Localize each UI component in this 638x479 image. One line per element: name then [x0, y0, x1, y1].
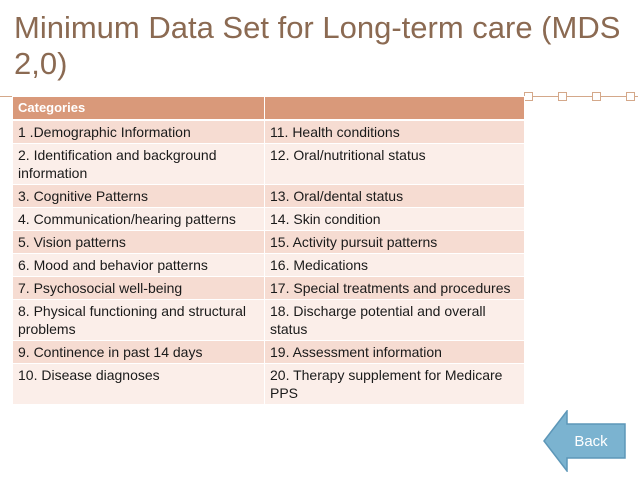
category-cell-right: 17. Special treatments and procedures: [265, 277, 525, 300]
category-cell-left: 6. Mood and behavior patterns: [13, 254, 265, 277]
decorative-square: [558, 92, 567, 101]
table-row: [13, 300, 525, 341]
header-categories: Categories: [13, 97, 265, 121]
table-row: [13, 254, 525, 277]
table-row: [13, 120, 525, 144]
table-row: [13, 277, 525, 300]
slide-title-line-1: Minimum Data Set for Long-term care (MDS: [14, 10, 621, 45]
category-cell-right: 15. Activity pursuit patterns: [265, 231, 525, 254]
mds-categories-table: [12, 96, 525, 405]
category-cell-right: 20. Therapy supplement for Medicare PPS: [265, 364, 525, 405]
category-cell-right: 16. Medications: [265, 254, 525, 277]
category-cell-right: 13. Oral/dental status: [265, 185, 525, 208]
table-row: [13, 185, 525, 208]
table-row: [13, 364, 525, 405]
slide-title-line-2: 2,0): [14, 46, 68, 81]
decorative-square: [626, 92, 635, 101]
back-button[interactable]: [543, 410, 626, 472]
category-cell-right: 18. Discharge potential and overall status: [265, 300, 525, 341]
table-row: [13, 144, 525, 185]
header-blank: [265, 97, 525, 121]
slide-title: [14, 10, 638, 82]
decorative-square: [592, 92, 601, 101]
category-cell-left: 1 .Demographic Information: [13, 120, 265, 144]
decorative-square: [524, 92, 533, 101]
category-cell-left: 10. Disease diagnoses: [13, 364, 265, 405]
table-row: [13, 208, 525, 231]
table-body: [13, 120, 525, 405]
category-cell-left: 7. Psychosocial well-being: [13, 277, 265, 300]
category-cell-right: 19. Assessment information: [265, 341, 525, 364]
table-header-row: [13, 97, 525, 121]
category-cell-right: 11. Health conditions: [265, 120, 525, 144]
category-cell-left: 2. Identification and background information: [13, 144, 265, 185]
category-cell-right: 14. Skin condition: [265, 208, 525, 231]
category-cell-right: 12. Oral/nutritional status: [265, 144, 525, 185]
category-cell-left: 4. Communication/hearing patterns: [13, 208, 265, 231]
back-button-label: Back: [574, 433, 608, 450]
table-row: [13, 341, 525, 364]
category-cell-left: 3. Cognitive Patterns: [13, 185, 265, 208]
category-cell-left: 8. Physical functioning and structural problems: [13, 300, 265, 341]
category-cell-left: 9. Continence in past 14 days: [13, 341, 265, 364]
category-cell-left: 5. Vision patterns: [13, 231, 265, 254]
table-row: [13, 231, 525, 254]
